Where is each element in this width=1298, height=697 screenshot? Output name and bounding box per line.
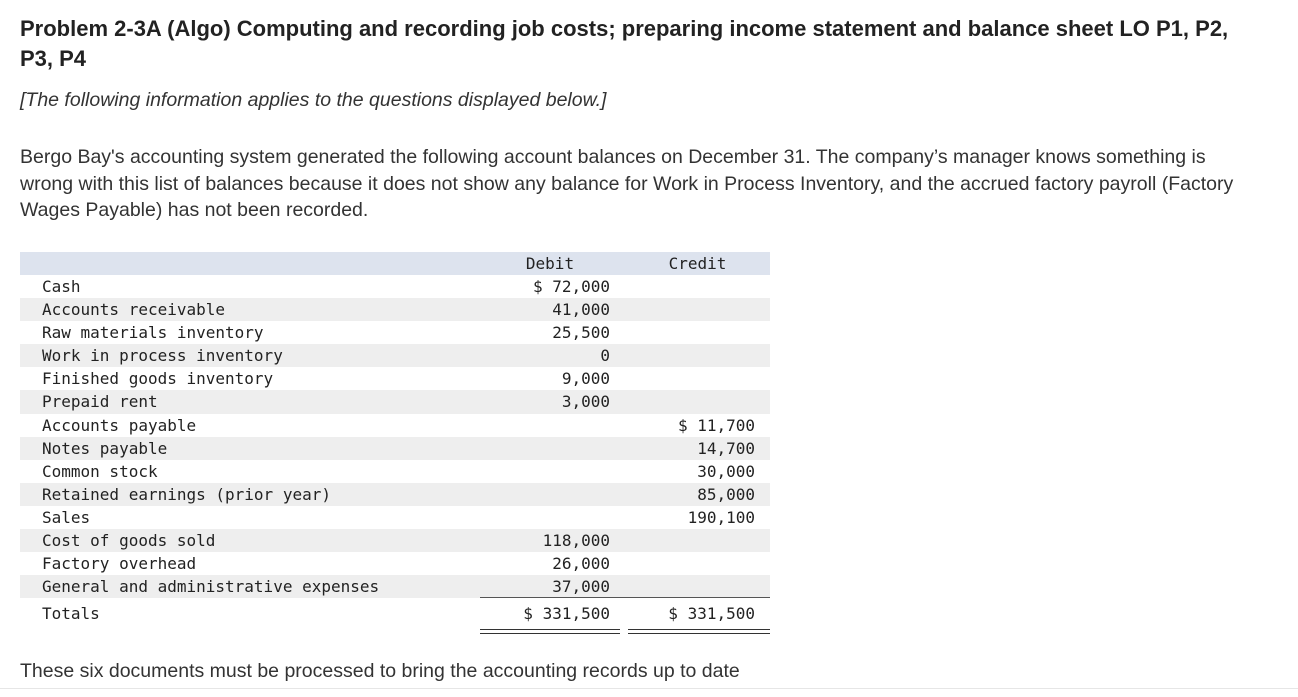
totals-credit: $ 331,500	[668, 604, 755, 623]
table-row	[20, 344, 770, 367]
intro-paragraph: Bergo Bay's accounting system generated the following account balances on December 31. The company’s manager knows something is wrong with this list of balances because it does not show any balance for Work in Process Inventory, and the accrued factory payroll (Factory Wages Payable) has not been recorded.	[20, 146, 1234, 221]
credit-amount: 14,700	[697, 438, 755, 458]
account-name: Prepaid rent	[42, 392, 158, 412]
table-row	[20, 552, 770, 575]
debit-amount: 37,000	[552, 577, 610, 597]
table-row	[20, 575, 770, 598]
account-name: Raw materials inventory	[42, 323, 264, 343]
totals-label: Totals	[42, 604, 100, 623]
credit-total-double-rule	[628, 629, 770, 634]
credit-amount: 190,100	[687, 507, 755, 527]
debit-header: Debit	[525, 254, 575, 273]
table-row	[20, 529, 770, 552]
table-body	[20, 275, 770, 598]
table-row	[20, 460, 770, 483]
credit-amount: 85,000	[697, 484, 755, 504]
account-name: Accounts payable	[42, 415, 197, 435]
table-row	[20, 390, 770, 413]
debit-amount: $ 72,000	[532, 277, 610, 296]
credit-header: Credit	[668, 254, 727, 273]
account-name: Factory overhead	[42, 554, 197, 574]
debit-amount: 3,000	[561, 392, 610, 412]
debit-amount: 25,500	[552, 323, 610, 343]
account-name: Sales	[42, 507, 91, 527]
debit-amount: 26,000	[552, 554, 610, 574]
table-row	[20, 298, 770, 321]
account-name: Finished goods inventory	[42, 369, 274, 389]
table-row	[20, 321, 770, 344]
problem-title: Problem 2-3A (Algo) Computing and recording job costs; preparing income statement and balance sheet LO P1, P2, P3, P4	[20, 16, 1229, 71]
account-balances-table	[20, 252, 770, 623]
table-row	[20, 437, 770, 460]
debit-amount: 118,000	[542, 531, 610, 551]
table-row	[20, 275, 770, 298]
table-header	[20, 252, 770, 275]
account-name: Retained earnings (prior year)	[42, 484, 331, 504]
documents-intro-text: These six documents must be processed to bring the accounting records up to date	[20, 660, 740, 682]
table-row	[20, 506, 770, 529]
credit-amount: $ 11,700	[677, 415, 755, 435]
account-name: Common stock	[42, 461, 158, 481]
account-name: Work in process inventory	[42, 346, 283, 366]
table-row	[20, 414, 770, 437]
info-note: [The following information applies to the questions displayed below.]	[20, 89, 607, 111]
account-name: Cash	[42, 277, 81, 296]
debit-amount: 0	[600, 346, 610, 366]
account-name: Notes payable	[42, 438, 168, 458]
account-name: General and administrative expenses	[42, 577, 380, 597]
credit-amount: 30,000	[697, 461, 755, 481]
table-row	[20, 483, 770, 506]
account-name: Accounts receivable	[42, 300, 226, 320]
totals-row	[20, 602, 770, 626]
subtotal-rule	[480, 597, 770, 598]
account-name: Cost of goods sold	[42, 531, 216, 551]
debit-amount: 9,000	[561, 369, 610, 389]
totals-debit: $ 331,500	[523, 604, 610, 623]
debit-total-double-rule	[480, 629, 620, 634]
table-row	[20, 367, 770, 390]
debit-amount: 41,000	[552, 300, 610, 320]
